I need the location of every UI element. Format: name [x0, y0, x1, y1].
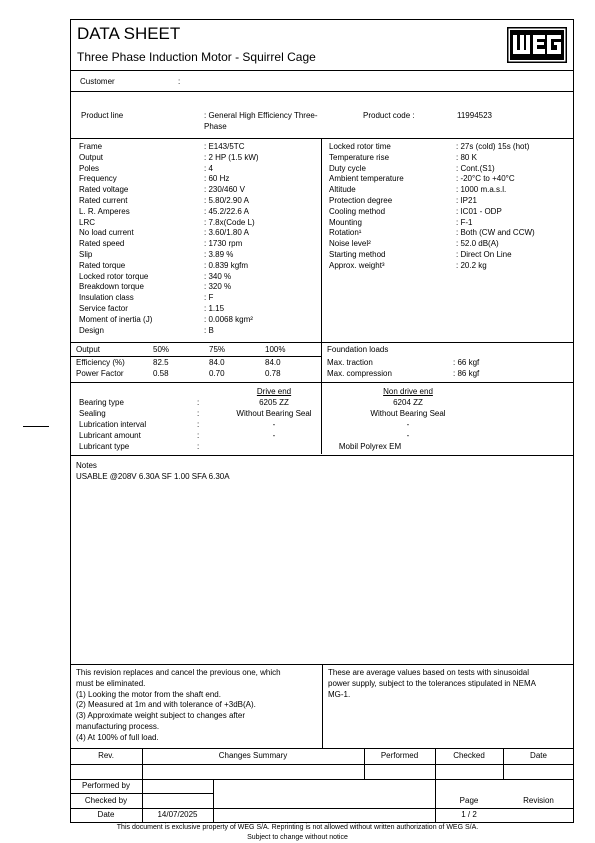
spec-label: Locked rotor time [329, 142, 391, 151]
spec-label: Service factor [79, 303, 128, 313]
rev-col-1 [142, 748, 143, 779]
remark-line: must be eliminated. [76, 678, 146, 688]
checked-header: Checked [453, 751, 485, 760]
rev-col-2 [364, 748, 365, 779]
spec-label: Starting method [329, 249, 386, 259]
spec-label: Rated voltage [79, 185, 129, 195]
bearing-row-separator: : [197, 431, 200, 440]
spec-value: : 230/460 V [204, 185, 245, 195]
remark-line: (1) Looking the motor from the shaft end. [76, 689, 221, 699]
footer-copyright: This document is exclusive property of WEG S/A. Reprinting is not allowed without written authorization of WEG S/A. [116, 824, 479, 831]
spec-label: Altitude [329, 185, 356, 195]
perf-efficiency-100: 84.0 [265, 358, 281, 367]
revision-label: Revision [523, 796, 554, 805]
notes-text: USABLE @208V 6.30A SF 1.00 SFA 6.30A [76, 472, 230, 481]
spec-label: Rated speed [79, 239, 125, 249]
bearing-row-drive-end: - [272, 431, 276, 440]
spec-label: Rated current [79, 195, 128, 205]
perf-powerfactor-100: 0.78 [265, 369, 281, 378]
rev-header: Rev. [98, 751, 114, 760]
perf-header-50: 50% [153, 345, 170, 354]
spec-value: : IC01 - ODP [456, 206, 502, 216]
page-label: Page [459, 796, 479, 805]
rev-row-divider [70, 779, 574, 780]
bearing-row-drive-end: 6205 ZZ [259, 398, 289, 407]
foundation-traction-label: Max. traction [327, 358, 373, 367]
bearing-non-drive-end-header: Non drive end [383, 387, 433, 396]
perf-powerfactor-75: 0.70 [209, 369, 225, 378]
spec-label: No load current [79, 228, 134, 238]
spec-value: : 1730 rpm [204, 239, 243, 249]
spec-label: Frequency [79, 174, 117, 184]
spec-label: Locked rotor torque [79, 271, 149, 281]
bearing-row-label: Sealing [79, 409, 106, 418]
spec-value: : 52.0 dB(A) [456, 239, 499, 249]
date-label: Date [97, 810, 115, 819]
remark-line: power supply, subject to the tolerances stipulated in NEMA [328, 678, 536, 688]
spec-value: : B [204, 325, 214, 335]
bearings-divider [70, 455, 574, 456]
remark-line: These are average values based on tests with sinusoidal [328, 668, 530, 677]
spec-label: Moment of inertia (J) [79, 314, 153, 324]
spec-label: Frame [79, 142, 103, 151]
spec-label: Approx. weight³ [329, 260, 385, 270]
spec-value: : 3.60/1.80 A [204, 228, 249, 238]
date-header: Date [530, 751, 547, 760]
spec-value: : E143/5TC [204, 142, 245, 151]
spec-label: LRC [79, 217, 96, 227]
spec-value: : 27s (cold) 15s (hot) [456, 142, 530, 151]
remarks-divider [70, 748, 574, 749]
spec-value: : 7.8x(Code L) [204, 217, 255, 227]
spec-label: Temperature rise [329, 152, 390, 162]
checked-by-label: Checked by [84, 796, 128, 805]
remark-line: manufacturing process. [76, 721, 160, 731]
page-subtitle: Three Phase Induction Motor - Squirrel Cage [77, 50, 316, 64]
page-title: DATA SHEET [77, 24, 181, 43]
product-line-value-2: Phase [204, 122, 227, 131]
spec-value: : Direct On Line [456, 249, 512, 259]
spec-value: : 1000 m.a.s.l. [456, 185, 507, 195]
spec-value: : F-1 [456, 217, 473, 227]
spec-label: Mounting [329, 217, 362, 227]
perf-efficiency-50: 82.5 [153, 358, 169, 367]
spec-label: Protection degree [329, 195, 393, 205]
bearing-drive-end-header: Drive end [256, 387, 292, 396]
spec-label: Cooling method [329, 206, 386, 216]
performance-divider [70, 382, 574, 383]
signoff-col-2 [213, 779, 214, 823]
product-code-label: Product code : [363, 111, 415, 120]
spec-value: : 0.0068 kgm² [204, 314, 253, 324]
specs-left-labels [79, 142, 152, 336]
remarks-left [76, 668, 281, 744]
product-code-value: 11994523 [457, 111, 492, 120]
product-line-label: Product line [81, 111, 124, 120]
spec-value: : 1.15 [204, 303, 225, 313]
footer-notice: Subject to change without notice [247, 834, 348, 841]
spec-label: Duty cycle [329, 163, 366, 173]
rev-col-4 [503, 748, 504, 779]
spec-value: : IP21 [456, 195, 477, 205]
performed-header: Performed [380, 751, 419, 760]
spec-value: : 340 % [204, 271, 232, 281]
spec-value: : 80 K [456, 152, 477, 162]
specs-left-values [204, 142, 259, 336]
page-value: 1 / 2 [461, 810, 477, 819]
specs-divider [70, 342, 574, 343]
spec-label: Poles [79, 163, 100, 173]
spec-label: Breakdown torque [79, 282, 144, 292]
perf-header-75: 75% [209, 345, 226, 354]
spec-label: Slip [79, 249, 93, 259]
perf-header-100: 100% [265, 345, 286, 354]
spec-label: Ambient temperature [329, 174, 404, 184]
bearing-row-non-drive-end: 6204 ZZ [393, 398, 423, 407]
spec-label: Rated torque [79, 260, 126, 270]
bearing-row-label: Bearing type [79, 398, 124, 407]
rev-header-divider [70, 764, 574, 765]
rev-col-3 [435, 748, 436, 779]
lubricant-type-label: Lubricant type [79, 442, 130, 451]
signoff-divider-2 [70, 808, 574, 809]
perf-header-divider [70, 356, 321, 357]
spec-value: : -20°C to +40°C [456, 174, 515, 184]
customer-divider [70, 91, 574, 92]
product-line-value-1: : General High Efficiency Three- [204, 111, 318, 120]
weg-logo [507, 27, 567, 63]
spec-value: : 5.80/2.90 A [204, 195, 249, 205]
specs-right-values [456, 142, 535, 272]
date-value: 14/07/2025 [157, 810, 198, 819]
bearing-row-non-drive-end: - [406, 420, 410, 429]
remarks-column-divider [322, 664, 323, 748]
spec-value: : Cont.(S1) [456, 163, 495, 173]
changes-summary-header: Changes Summary [218, 751, 288, 760]
spec-label: Insulation class [79, 293, 134, 303]
bearing-row-label: Lubricant amount [79, 431, 141, 440]
bearing-row-separator: : [197, 420, 200, 429]
performed-by-label: Performed by [81, 781, 131, 790]
customer-label: Customer [80, 77, 115, 86]
perf-efficiency-label: Efficiency (%) [76, 358, 125, 367]
foundation-compression-value: : 86 kgf [453, 369, 480, 378]
perf-header-output: Output [76, 345, 101, 354]
spec-value: : 20.2 kg [456, 260, 487, 270]
bearing-row-label: Lubrication interval [79, 420, 147, 429]
notes-title: Notes [76, 461, 97, 470]
bearing-row-non-drive-end: Without Bearing Seal [370, 409, 446, 418]
spec-value: : 2 HP (1.5 kW) [204, 152, 259, 162]
customer-separator: : [178, 77, 181, 86]
spec-value: : F [204, 293, 214, 303]
foundation-traction-value: : 66 kgf [453, 358, 480, 367]
signoff-col-1 [142, 779, 143, 823]
remark-line: This revision replaces and cancel the previous one, which [76, 668, 281, 677]
spec-value: : 60 Hz [204, 174, 230, 184]
header-divider [70, 70, 574, 71]
bearing-row-drive-end: - [272, 420, 276, 429]
remark-line: (3) Approximate weight subject to changes after [76, 711, 245, 721]
spec-label: Design [79, 325, 104, 335]
spec-value: : 320 % [204, 282, 232, 292]
bearing-row-separator: : [197, 398, 200, 407]
margin-fold-mark [23, 426, 49, 427]
perf-powerfactor-50: 0.58 [153, 369, 169, 378]
signoff-col-3 [435, 779, 436, 823]
remark-line: (4) At 100% of full load. [76, 732, 159, 742]
specs-right-labels [329, 142, 404, 272]
spec-value: : Both (CW and CCW) [456, 228, 535, 238]
lubricant-type-separator: : [197, 442, 200, 451]
remark-line: MG-1. [328, 689, 351, 699]
spec-label: Noise level² [329, 239, 371, 249]
spec-label: Rotation¹ [329, 228, 362, 238]
product-divider [70, 138, 574, 139]
perf-efficiency-75: 84.0 [209, 358, 225, 367]
remark-line: (2) Measured at 1m and with tolerance of +3dB(A). [76, 700, 256, 710]
bearing-row-drive-end: Without Bearing Seal [236, 409, 312, 418]
bearing-row-non-drive-end: - [406, 431, 410, 440]
perf-powerfactor-label: Power Factor [76, 369, 124, 378]
foundation-title: Foundation loads [327, 345, 389, 354]
spec-value: : 4 [204, 163, 213, 173]
foundation-compression-label: Max. compression [327, 369, 392, 378]
spec-value: : 3.89 % [204, 249, 234, 259]
bearing-row-separator: : [197, 409, 200, 418]
lubricant-type-value: Mobil Polyrex EM [338, 442, 402, 451]
spec-value: : 0.839 kgfm [204, 260, 249, 270]
spec-value: : 45.2/22.6 A [204, 206, 249, 216]
spec-label: L. R. Amperes [79, 206, 130, 216]
spec-label: Output [79, 152, 104, 162]
remarks-right [328, 668, 536, 700]
